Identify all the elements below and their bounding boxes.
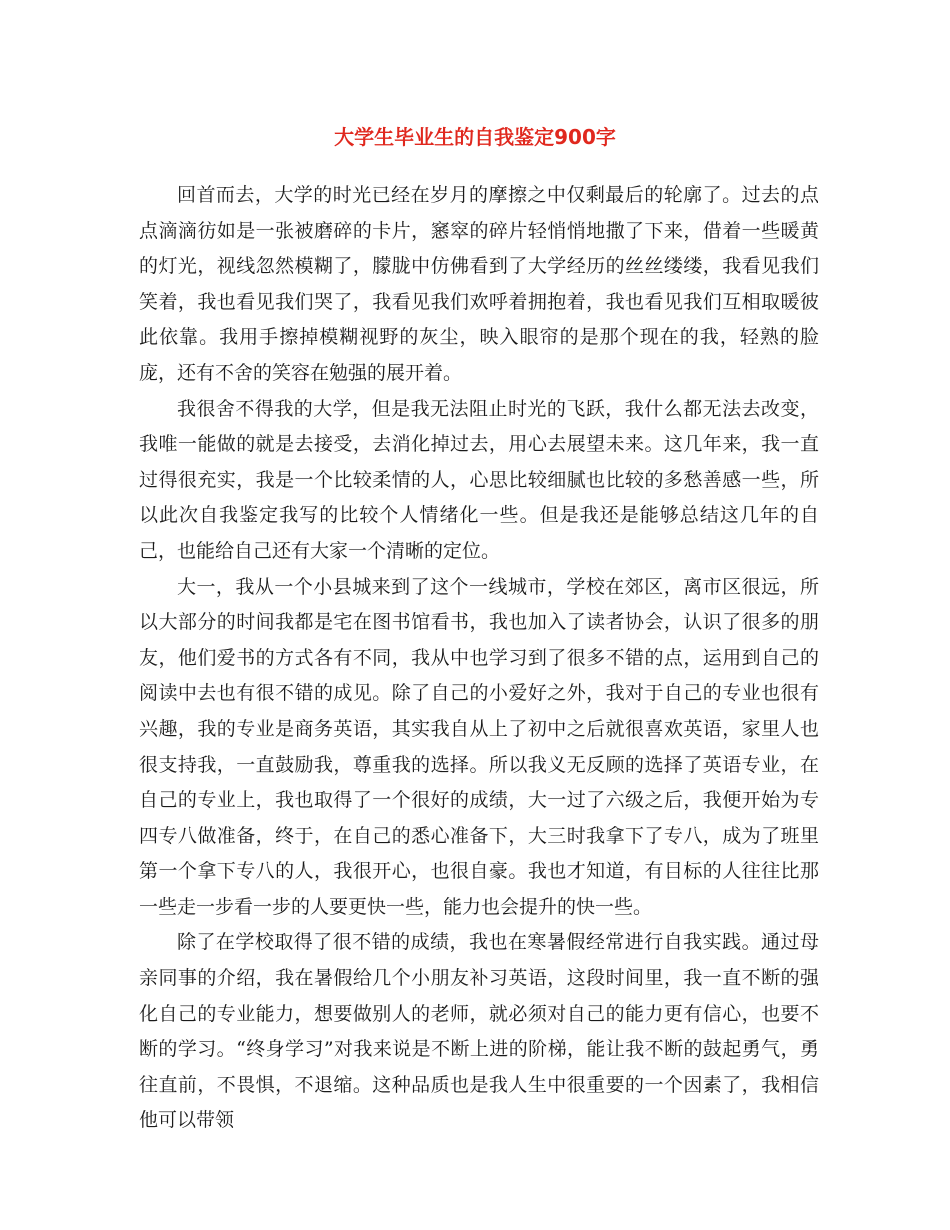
paragraph-1: 回首而去，大学的时光已经在岁月的摩擦之中仅剩最后的轮廓了。过去的点点滴滴彷如是一张被磨碎的卡片，窸窣的碎片轻悄悄地撒了下来，借着一些暖黄的灯光，视线忽然模糊了，朦胧中仿佛看到了大学经历的丝丝缕缕，我看见我们笑着，我也看见我们哭了，我看见我们欢呼着拥抱着，我也看见我们互相取暖彼此依靠。我用手擦掉模糊视野的灰尘，映入眼帘的是那个现在的我，轻熟的脸庞，还有不舍的笑容在勉强的展开着。 xyxy=(139,184,819,384)
paragraph-2: 我很舍不得我的大学，但是我无法阻止时光的飞跃，我什么都无法去改变，我唯一能做的就是去接受，去消化掉过去，用心去展望未来。这几年来，我一直过得很充实，我是一个比较柔情的人，心思比较细腻也比较的多愁善感一些，所以此次自我鉴定我写的比较个人情绪化一些。但是我还是能够总结这几年的自己，也能给自己还有大家一个清晰的定位。 xyxy=(139,397,819,562)
paragraph-4: 除了在学校取得了很不错的成绩，我也在寒暑假经常进行自我实践。通过母亲同事的介绍，我在暑假给几个小朋友补习英语，这段时间里，我一直不断的强化自己的专业能力，想要做别人的老师，就必须对自己的能力更有信心，也要不断的学习。“终身学习”对我来说是不断上进的阶梯，能让我不断的鼓起勇气，勇往直前，不畏惧，不退缩。这种品质也是我人生中很重要的一个因素了，我相信他可以带领 xyxy=(139,931,819,1132)
document-body xyxy=(139,178,819,1139)
document-title: 大学生毕业生的自我鉴定900字 xyxy=(334,125,616,149)
paragraph-3: 大一，我从一个小县城来到了这个一线城市，学校在郊区，离市区很远，所以大部分的时间我都是宅在图书馆看书，我也加入了读者协会，认识了很多的朋友，他们爱书的方式各有不同，我从中也学习到了很多不错的点，运用到自己的阅读中去也有很不错的成见。除了自己的小爱好之外，我对于自己的专业也很有兴趣，我的专业是商务英语，其实我自从上了初中之后就很喜欢英语，家里人也很支持我，一直鼓励我，尊重我的选择。所以我义无反顾的选择了英语专业，在自己的专业上，我也取得了一个很好的成绩，大一过了六级之后，我便开始为专四专八做准备，终于，在自己的悉心准备下，大三时我拿下了专八，成为了班里第一个拿下专八的人，我很开心，也很自豪。我也才知道，有目标的人往往比那一些走一步看一步的人要更快一些，能力也会提升的快一些。 xyxy=(139,575,819,918)
